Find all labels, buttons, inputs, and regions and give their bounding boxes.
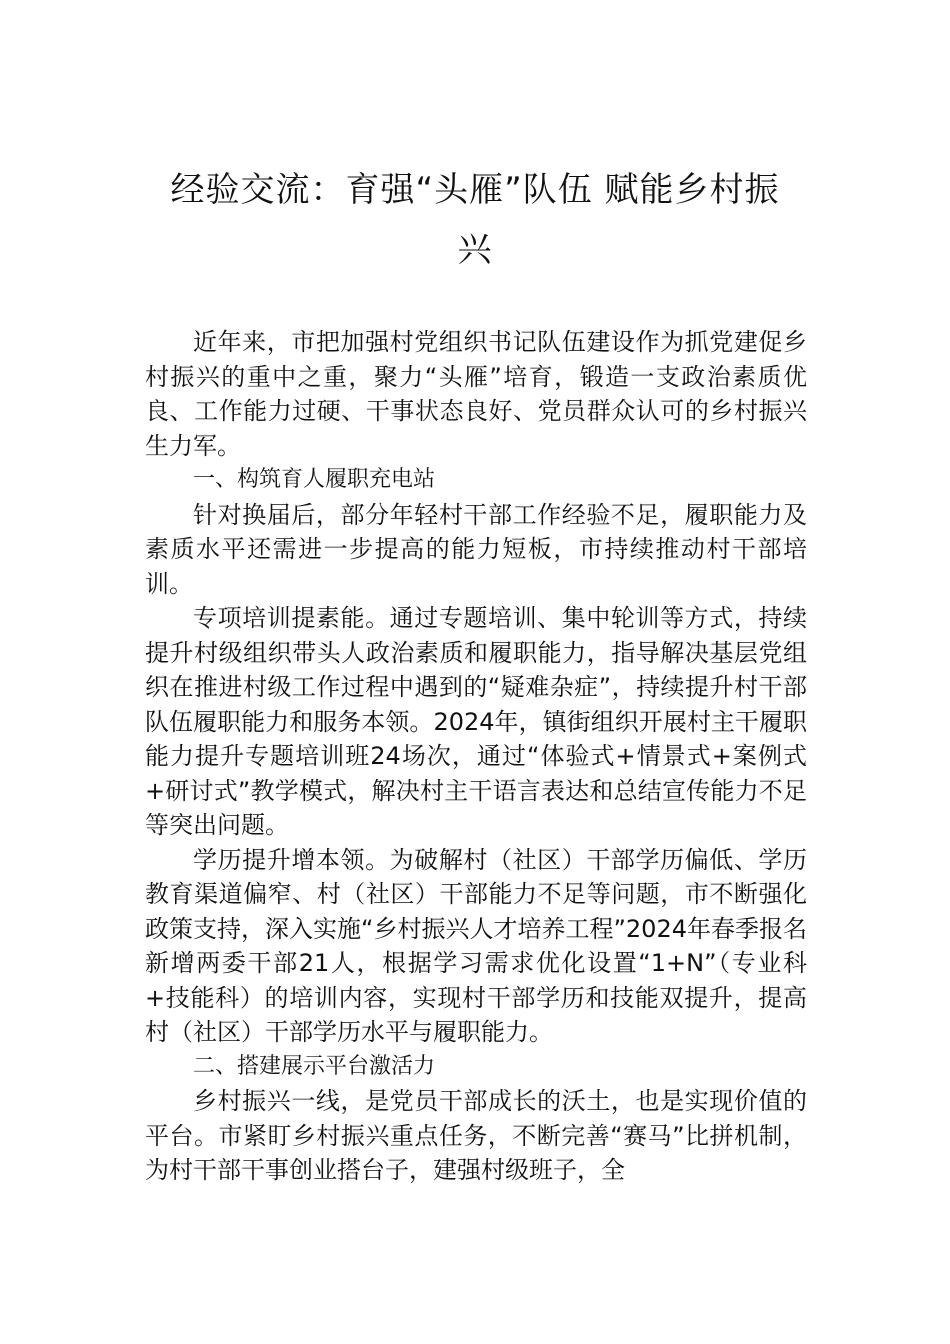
title-line-1: 经验交流：育强“头雁”队伍 赋能乡村振	[170, 170, 780, 210]
paragraph-section1-intro: 针对换届后，部分年轻村干部工作经验不足，履职能力及素质水平还需进一步提高的能力短板，市持续推动村干部培训。	[145, 500, 807, 598]
paragraph-section2-intro: 乡村振兴一线，是党员干部成长的沃土，也是实现价值的平台。市紧盯乡村振兴重点任务，不断完善“赛马”比拼机制，为村干部干事创业搭台子，建强村级班子，全	[145, 1087, 807, 1184]
section-heading-2: 二、搭建展示平台激活力	[193, 1053, 436, 1079]
section-heading-1: 一、构筑育人履职充电站	[193, 467, 436, 492]
title-line-2: 兴	[457, 230, 493, 270]
paragraph-intro: 近年来，市把加强村党组织书记队伍建设作为抓党建促乡村振兴的重中之重，聚力“头雁”培育，锻造一支政治素质优良、工作能力过硬、干事状态良好、党员群众认可的乡村振兴生力军。	[145, 328, 807, 460]
document-title	[140, 160, 810, 280]
paragraph-education: 学历提升增本领。为破解村（社区）干部学历偏低、学历教育渠道偏窄、村（社区）干部能力不足等问题，市不断强化政策支持，深入实施“乡村振兴人才培养工程”2024年春季报名新增两委干部21人，根据学习需求优化设置“1+N”（专业科+技能科）的培训内容，实现村干部学历和技能双提升，提高村（社区）干部学历水平与履职能力。	[145, 845, 807, 1046]
document-body	[145, 325, 807, 1188]
paragraph-training: 专项培训提素能。通过专题培训、集中轮训等方式，持续提升村级组织带头人政治素质和履职能力，指导解决基层党组织在推进村级工作过程中遇到的“疑难杂症”，持续提升村干部队伍履职能力和服务本领。2024年，镇街组织开展村主干履职能力提升专题培训班24场次，通过“体验式+情景式+案例式+研讨式”教学模式，解决村主干语言表达和总结宣传能力不足等突出问题。	[145, 604, 807, 839]
